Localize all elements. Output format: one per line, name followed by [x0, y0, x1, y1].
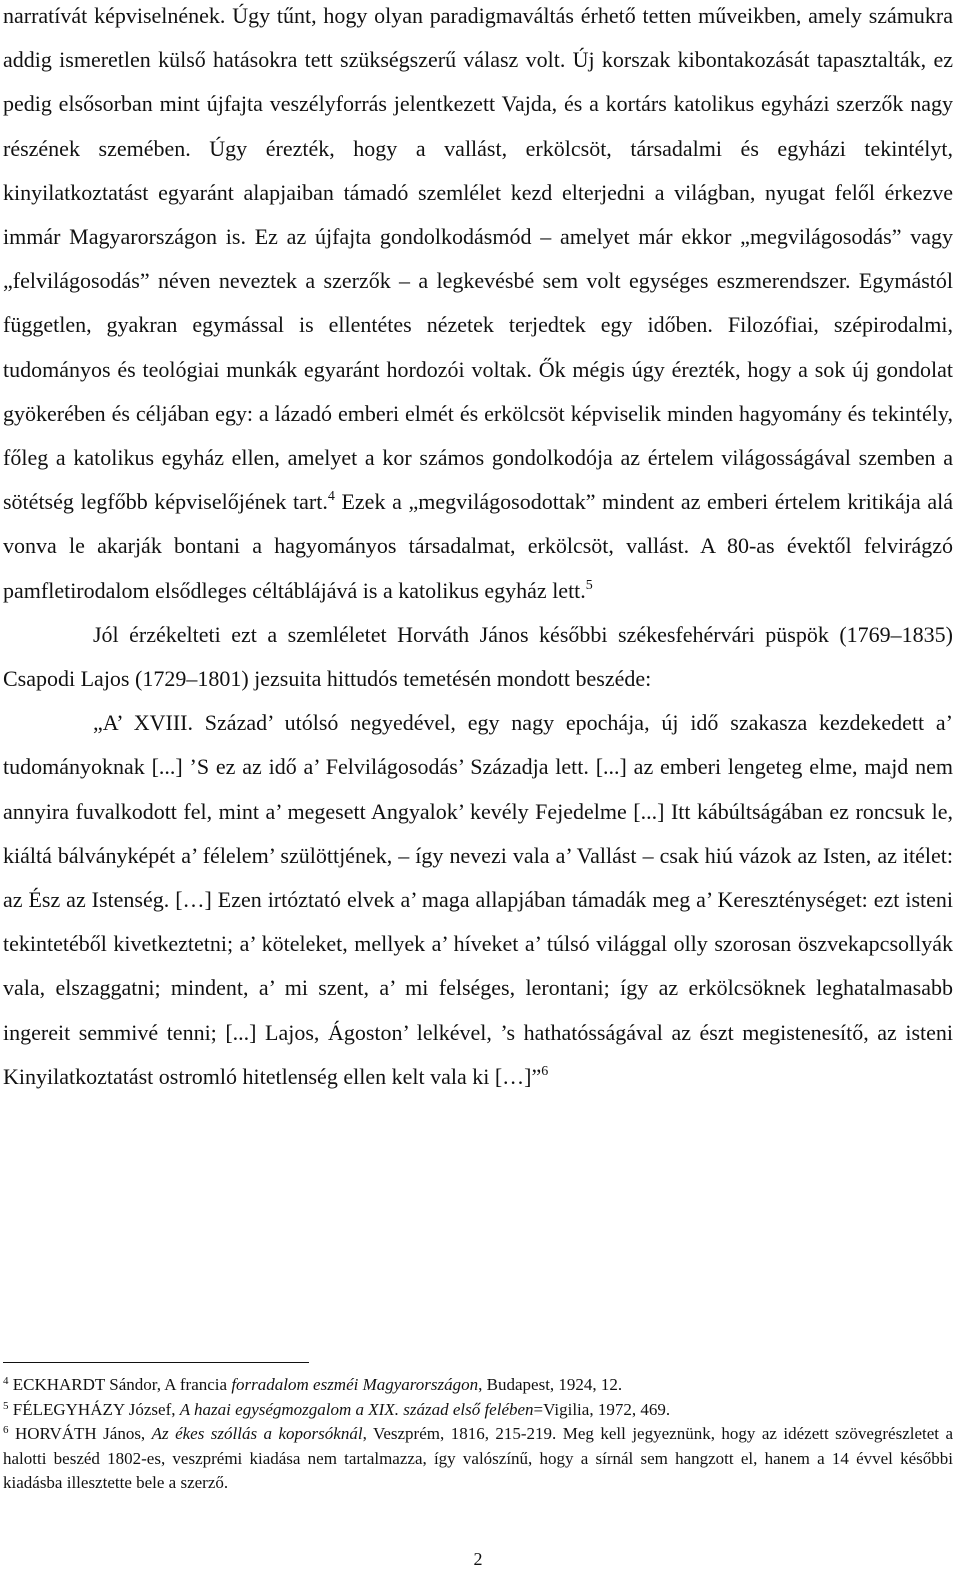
main-text	[3, 0, 953, 1099]
footnote-title: A hazai egységmozgalom a XIX. század első felében	[179, 1399, 534, 1419]
footnote-5	[3, 1398, 953, 1423]
footnote-title: forradalom eszméi Magyarországon	[231, 1375, 479, 1394]
footnote-ref-4[interactable]: 4	[327, 489, 335, 505]
footnote-divider	[3, 1362, 309, 1363]
footnote-number: 5	[3, 1399, 9, 1412]
footnote-rest: =Vigilia, 1972, 469.	[533, 1399, 671, 1419]
footnotes	[3, 1373, 953, 1496]
footnote-author: HORVÁTH János,	[8, 1424, 152, 1443]
paragraph-1-continued: Ezek a „megvilágosodottak” mindent az emberi értelem kritikája alá vonva le akarják bontani a hagyományos társadalmat, erkölcsöt, vallást. A 80-as évektől felvirágzó pamfletirodalom elsődleges céltáblájává is a katolikus egyház lett.	[3, 489, 954, 603]
paragraph-1	[3, 0, 953, 613]
footnote-ref-5[interactable]: 5	[585, 577, 593, 593]
footnote-number: 4	[3, 1375, 9, 1387]
quote-text: „A’ XVIII. Század’ utólsó negyedével, egy nagy epochája, új idő szakasza kezdekedett a’ tudományoknak [...] ’S ez az idő a’ Felvilágosodás’ Századja lett. [...] az emberi lengeteg elme, majd nem annyira fuvalkodott fel, mint a’ megesett Angyalok’ kevély Fejedelme [...] Itt kábúltságában ez roncsuk le, kiáltá bálványképét a’ félelem’ szülöttjének, – így nevezi vala a’ Vallást – csak hiú vázok az Isten, az itélet: az Ész az Istenség. […] Ezen irtóztató elvek a’ maga allapjában támadák meg a’ Kereszténységet: ezt isteni tekintetéből kivetkeztetni; a’ köteleket, mellyek a’ híveket a’ túlsó világgal olly szorosan öszvekapcsollyák vala, elszaggatni; mindent, a’ mi szent, a’ mi felséges, lerontani; így az erkölcsöknek leghatalmasabb ingereit semmivé tenni; [...] Lajos, Ágoston’ lelkével, ’s hathatósságával az észt megistenesítő, az isteni Kinyilatkoztatást ostromló hitetlenség ellen kelt vala ki […]”	[3, 710, 953, 1089]
footnote-title: Az ékes szóllás a koporsóknál	[151, 1424, 363, 1443]
footnote-rest: , Budapest, 1924, 12.	[478, 1375, 623, 1394]
paragraph-2	[3, 613, 953, 701]
footnote-author: ECKHARDT Sándor,	[8, 1375, 165, 1394]
footnote-ref-6[interactable]: 6	[541, 1063, 549, 1079]
paragraph-1-text: narratívát képviselnének. Úgy tűnt, hogy olyan paradigmaváltás érhető tetten műveikben, amely számukra addig ismeretlen külső hatásokra tett szükségszerű válasz volt. Új korszak kibontakozását tapasztalták, ez pedig elsősorban mint újfajta veszélyforrás jelentkezett Vajda, és a kortárs katolikus egyházi szerzők nagy részének szemében. Úgy érezték, hogy a vallást, erkölcsöt, társadalmi és egyházi tekintélyt, kinyilatkoztatást egyaránt alapjaiban támadó szemlélet kezd elterjedni a világban, nyugat felől érkezve immár Magyarországon is. Ez az újfajta gondolkodásmód – amelyet már ekkor „megvilágosodás” vagy „felvilágosodás” néven neveztek a szerzők – a legkevésbé sem volt egységes eszmerendszer. Egymástól független, gyakran egymással is ellentétes nézetek terjedtek egy időben. Filozófiai, szépirodalmi, tudományos és teológiai munkák egyaránt hordozói voltak. Ők mégis úgy érezték, hogy a sok új gondolat gyökerében és céljában egy: a lázadó emberi elmét és erkölcsöt képviselik minden hagyomány és tekintély, főleg a katolikus egyház ellen, amelyet a kor számos gondolkodója az értelem világosságával szemben a sötétség legfőbb képviselőjének tart.	[3, 3, 953, 515]
paragraph-2-text: Jól érzékelteti ezt a szemléletet Horváth János későbbi székesfehérvári püspök (1769–1835) Csapodi Lajos (1729–1801) jezsuita hittudós temetésén mondott beszéde:	[3, 621, 953, 692]
footnote-number: 6	[3, 1424, 9, 1436]
block-quote	[3, 701, 953, 1099]
footnote-6	[3, 1422, 953, 1496]
footnote-author: FÉLEGYHÁZY József,	[8, 1399, 180, 1419]
footnote-4	[3, 1373, 953, 1398]
footnote-rest: , Veszprém, 1816, 215-219. Meg kell jegyeznünk, hogy az idézett szövegrészletet a halotti beszéd 1802-es, veszprémi kiadása nem tartalmazza, így valószínű, hogy a sírnál sem hangzott el, hanem a 14 évvel későbbi kiadásba illesztette bele a szerző.	[3, 1424, 953, 1492]
footnote-title-plain: A francia	[164, 1375, 232, 1394]
page-number: 2	[473, 1549, 483, 1569]
document-page	[3, 0, 953, 1574]
